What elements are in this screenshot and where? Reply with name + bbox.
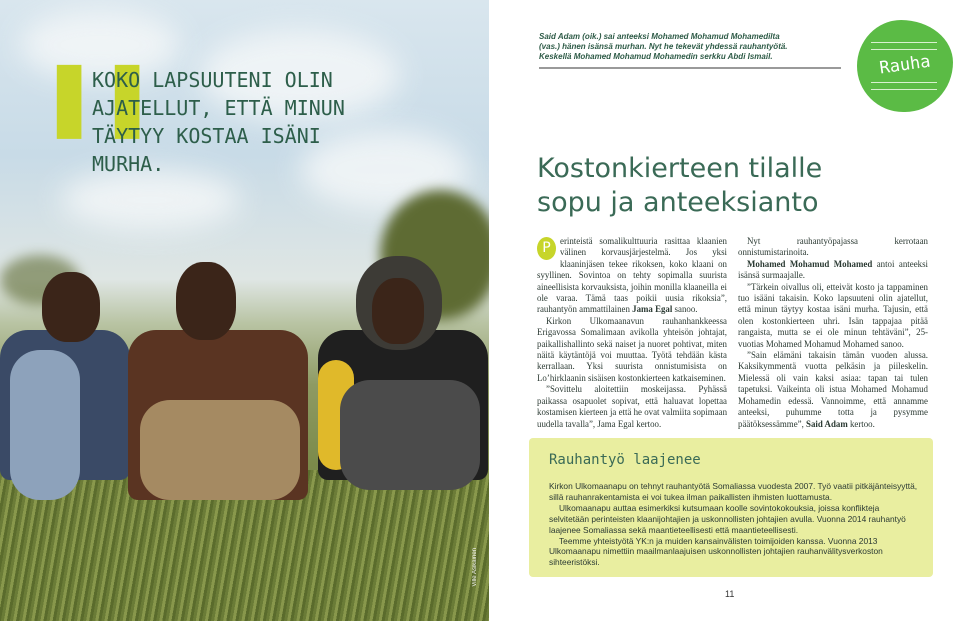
article-paragraph: ”Sain elämäni takaisin tämän vuoden alussa. Kaksikymmentä vuotta pelkäsin ja piileskelin. Mielessä oli vain kaksi asiaa: tapan tai tulen tapetuksi. Vaikeinta oli istua Mohamed Mohamud Mohamedin edessä. Vannoimme, että annamme anteeksi, puhumme totta ja pysymme päätöksessämme”, Said Adam kertoo.	[738, 350, 928, 429]
quote-mark-icon: ❚❚	[38, 53, 155, 139]
drop-cap: P	[537, 237, 556, 260]
article-paragraph: Mohamed Mohamud Mohamed antoi anteeksi isänsä surmaajalle.	[738, 258, 928, 281]
article-paragraph: Nyt rauhantyöpajassa kerrotaan onnistumistarinoita.	[738, 236, 928, 258]
info-box-paragraph: Teemme yhteistyötä YK:n ja muiden kansainvälisten toimijoiden kanssa. Vuonna 2013 Ulkomaanapu nimettiin maailmanlaajuisen uskonnollisten johtajien rauhanvälitysverkoston sihteeristöksi.	[549, 535, 883, 568]
article-paragraph: ”Tärkein oivallus oli, etteivät kosto ja tappaminen tuo isääni takaisin. Koko lapsuuteni olin ajatellut, että minun täytyy kostaa isäni murha. Tajusin, että olen kostonkierteen uhri. Isän tappajaa pitää rangaista, mutta se ei ole minun tehtäväni”, 25-vuotias Mohamed Mohamud Mohamed sanoo.	[738, 281, 928, 349]
info-box-title: Rauhantyö laajenee	[549, 452, 701, 468]
article-paragraph: Kirkon Ulkomaanavun rauhanhankkeessa Erigavossa Somalimaan avikolla yhteisön johtajat, paikallishallinto sekä naiset ja nuoret pohtivat, miten näitä käytäntöjä voi muuttaa. Työtä tehdään kästa kerrallaan. Yksi suurista onnistumisista on Lo’hirklaanin sisäisen kostonkierteen katkaiseminen.	[537, 315, 727, 383]
article-headline: Kostonkierteen tilalle sopu ja anteeksianto	[537, 153, 823, 218]
info-box-text	[549, 481, 921, 568]
photo-credit: Ville Asikainen	[472, 548, 478, 587]
article-column-1	[537, 236, 727, 430]
article-paragraph: P erinteistä somalikulttuuria rasittaa klaanien välinen korvausjärjestelmä. Jos yksi klaaninjäsen tekee rikoksen, koko klaani on syyllinen. Sovintoa on tehty sopimalla suurista aineellisista korvauksista, joihin monilla klaaneilla ei ole varaa. Tämä taas poikii uusia rikoksia”, rauhantyön ammattilainen Jama Egal sanoo.	[537, 236, 727, 315]
caption-divider	[539, 67, 841, 69]
info-box	[529, 438, 933, 577]
section-badge	[857, 20, 953, 112]
pull-quote: KOKO LAPSUUTENI OLIN AJATELLUT, ETTÄ MINUN TÄYTYY KOSTAA ISÄNI MURHA.	[92, 68, 345, 176]
photo-caption: Said Adam (oik.) sai anteeksi Mohamed Mohamud Mohamedilta (vas.) hänen isänsä murhan. Nyt he tekevät yhdessä rauhantyötä. Keskellä Mohamed Mohamud Mohamedin serkku Abdi Ismail.	[539, 32, 788, 61]
article-paragraph: ”Sovittelu aloitettiin moskeijassa. Pyhässä paikassa osapuolet sopivat, että haluavat lopettaa kostamisen kierteen ja että he ovat valmiita sopimaan uudella tavalla”, Jama Egal kertoo.	[537, 384, 728, 429]
page-number: 11	[725, 589, 735, 599]
article-page	[489, 0, 959, 621]
info-box-paragraph: Ulkomaanapu auttaa esimerkiksi kutsumaan koolle sovintokokouksia, joissa konflikteja selvitetään perinteisten klaanijohtajien ja uskonnollisten johtajien avulla. Vuonna 2014 rauhantyö laajenee Somaliassa sekä maantieteellisesti että maantieteellisesti.	[549, 502, 906, 535]
section-badge-label: Rauha	[878, 51, 932, 79]
article-column-2	[738, 236, 928, 430]
info-box-paragraph: Kirkon Ulkomaanapu on tehnyt rauhantyötä Somaliassa vuodesta 2007. Työ vaatii pitkäjänteisyyttä, sillä rauhanrakentamista ei voi tukea ilman paikallisten ihmisten luottamusta.	[549, 481, 918, 502]
